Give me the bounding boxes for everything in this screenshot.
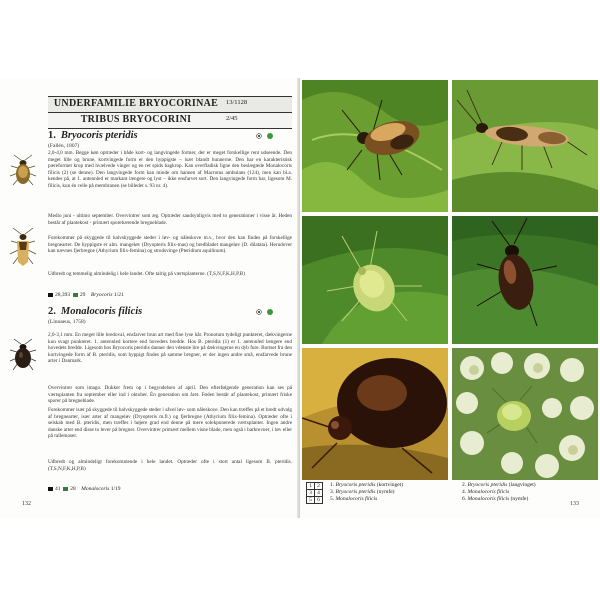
caption-item-6: 6. Monalocoris filicis (nymfe) — [462, 496, 529, 502]
right-page-number: 133 — [570, 501, 579, 507]
species2-stat-a: 41 — [55, 486, 61, 492]
species1-habitat: Forekommer på skyggede til halvskyggede steder i løv- og nåleskove m.v., hvor den kan findes på forskellige bregnearter. De hyppigste er alm. mangeløv (Dryopteris filix-mas) og bredbladet mangeløv (D. dilatata). Herudover kan nævnes fjerbregne (Athyrium filix-femina) og strudsvinge (Pteridium aquilinum). — [48, 235, 292, 255]
tribe-title: TRIBUS BRYOCORINI — [80, 114, 192, 125]
camera-icon — [48, 487, 53, 491]
caption-item-3: 3. Bryocoris pteridis (nymfe) — [330, 489, 395, 495]
captions-right — [462, 482, 536, 503]
left-page — [0, 78, 300, 518]
species2-marks — [256, 309, 273, 315]
species1-heading — [48, 130, 138, 141]
species1-stat-ratio: 1/21 — [113, 292, 124, 298]
tribe-row — [48, 113, 292, 128]
photo-5 — [302, 348, 448, 480]
species2-description: 2,0-3,1 mm. En meget lille bredoval, ensfarvet brun art med fine lyse hår. Pronotum tydeligt punkteret, dækvingerne kun svagt punkteret. 1. antennled kortere end hovedets bredde. Hos B. pteridis (1) er 1. antennled længere end hovedets bredde. Ligesom hos Bryocoris pteridis danner den vdenste lire på dækvingerne en dyb fure. Bortset fra den kortvingede form af B. pteridis, som hyppigt findes på samme bregner, er der ingen andre små, ensfarvede brune arter i Danmark. — [48, 332, 292, 365]
bug-illustration-long-winged — [8, 228, 38, 268]
species2-number: 2. — [48, 306, 56, 317]
species2-author: (Linnaeus, 1758) — [48, 319, 86, 325]
eye-icon — [256, 133, 262, 139]
subfamily-title: UNDERFAMILIE BRYOCORINAE — [53, 98, 219, 109]
caption-item-5: 5. Monalocoris filicis — [330, 496, 378, 502]
left-page-number: 132 — [22, 501, 31, 507]
species2-stat-ratio: 1/19 — [110, 486, 121, 492]
caption-grid-cell: 6 — [315, 497, 323, 504]
species2-habitat: Forekommer især på skyggede til halvskyggede steder i såvel løv- som nåleskove. Den kan træffes på et bredt udvalg af bregnearter, især arter af mangeløv (Dryopteris m.fl.) og fjerbregne (Athyrium filix-femina). Optræder ofte i selskab med B. pteridis, men træffes i højere grad end denne på mere solekponerede værtsplanter. Ingen andre danske arter end disse to lever på bregner. Overvintrer primært mellem visne blade, men også i barkrevner, i løv eller på rallemoser. — [48, 407, 292, 440]
caption-grid-cell: 3 — [307, 490, 315, 497]
map-icon — [73, 293, 78, 297]
eye-icon — [256, 309, 262, 315]
photo-6 — [452, 348, 598, 480]
species2-heading — [48, 306, 142, 317]
species2-phenology: Overvintrer som imago. Dukker frem op i begyndelsen af april. Den efterfølgende generation kan ses på værtsplanten fra september eller ind i oktober. Én generation om året. Føden består af plantekost, primært friske sporer på bregneblade. — [48, 385, 292, 405]
camera-icon — [48, 293, 53, 297]
right-page — [300, 78, 600, 518]
captions-left — [330, 482, 403, 503]
photo-1 — [302, 80, 448, 212]
caption-item-4: 4. Monalocoris filicis — [462, 489, 510, 495]
species2-stat-species: Monalocoris — [81, 486, 110, 492]
species1-marks — [256, 133, 273, 139]
subfamily-count: 13/1128 — [226, 99, 248, 106]
species1-stats — [48, 292, 124, 298]
subfamily-row — [48, 97, 292, 113]
tribe-count: 2/45 — [226, 115, 238, 122]
photo-3 — [302, 216, 448, 344]
species1-phenology: Medio juni - ultimo september. Overvintrer som æg. Optræder sandsynligvis med to generationer i visse år. Heden består af plantekost - primært sporebærende bregneblade. — [48, 213, 292, 226]
species1-distribution: Udbredt og temmelig almindelig i hele landet. Ofte talrig på værtsplanterne. (T,S,N,F,K,H,P,B) — [48, 271, 245, 277]
bug-illustration-monalocoris — [8, 338, 38, 374]
bug-illustration-short-winged — [8, 154, 38, 190]
caption-grid-cell: 4 — [315, 490, 323, 497]
species2-name: Monalocoris filicis — [60, 306, 143, 317]
species1-number: 1. — [48, 130, 56, 141]
species1-stat-species: Bryocoris — [90, 292, 113, 298]
species1-stat-a: 28,393 — [55, 292, 71, 298]
species2-stats — [48, 486, 121, 492]
caption-item-2: 2. Bryocoris pteridis (langvinget) — [462, 482, 536, 488]
species1-description: 2,0-4,0 mm. Begge køn optræder i både kort- og langvingede former, der er meget forskellige rent udseende. Den meget lille og brune, kortvingede form er den hyppigste – især blandt hunnerne. Den har en karakteristisk pæreformet krop med hvælvede vinger og en ret spids bagkrop. Kan overfladisk ligne den beslægtede Monalocoris filicis (2) (se denne). Den langvingede form kan minde om hannen af Macrotus ambulans (124), men kan bl.a. kendes på, at 1. antennled er markant længere og lyst – ikke ensfarvet sort. Den langvingede form har, ligesom M. filicis, kun én celle på membranen (se billedet s. 93 nr. 4). — [48, 150, 292, 189]
species1-name: Bryocoris pteridis — [60, 130, 138, 141]
photo-4 — [452, 216, 598, 344]
taxonomy-header — [48, 96, 292, 129]
green-dot-icon — [267, 133, 273, 139]
map-icon — [63, 487, 68, 491]
species2-distribution: Udbredt og almindeligt forekommende i hele landet. Optræder ofte i stort antal ligesom B. pteridis. (T,S,N,F,K,H,P,B) — [48, 459, 292, 472]
caption-grid-cell: 5 — [307, 497, 315, 504]
green-dot-icon — [267, 309, 273, 315]
book-spread — [0, 78, 600, 518]
photo-2 — [452, 80, 598, 212]
caption-item-1: 1. Bryocoris pteridis (kortvinget) — [330, 482, 404, 488]
caption-grid — [306, 482, 323, 504]
species1-author: (Fallén, 1807) — [48, 143, 80, 149]
caption-grid-cell: 1 — [307, 483, 315, 490]
species2-stat-b: 28 — [70, 486, 76, 492]
species1-stat-b: 29 — [79, 292, 86, 298]
caption-grid-cell: 2 — [315, 483, 323, 490]
